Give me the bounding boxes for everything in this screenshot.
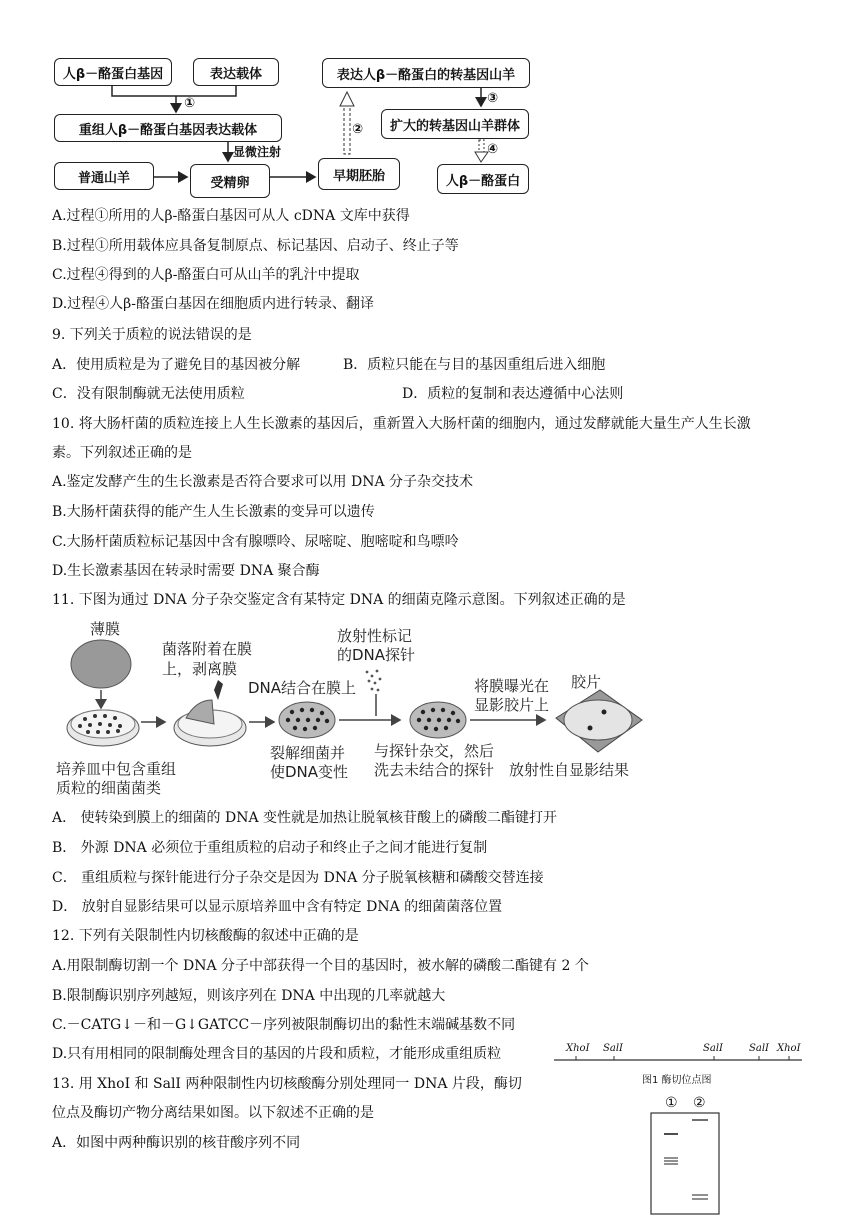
q11-option-d: D． 放射自显影结果可以显示原培养皿中含有特定 DNA 的细菌菌落位置: [52, 899, 503, 915]
q10-stem-2: 素。下列叙述正确的是: [52, 445, 192, 461]
gene-box: 人β－酪蛋白基因: [54, 58, 172, 86]
site-label-4: SalⅠ: [749, 1043, 769, 1054]
restriction-map-line: [554, 1052, 804, 1066]
fig-hyb-1: 与探针杂交，然后: [374, 742, 495, 760]
population-box: 扩大的转基因山羊群体: [381, 109, 529, 139]
transgenic-goat-box: 表达人β－酪蛋白的转基因山羊: [322, 58, 530, 88]
q8-option-d: D.过程④人β-酪蛋白基因在细胞质内进行转录、翻译: [52, 296, 374, 312]
site-label-2: SalⅠ: [603, 1043, 623, 1054]
fig-film: 胶片: [571, 673, 602, 691]
site-label-5: XhoⅠ: [777, 1043, 801, 1054]
q12-option-d: D.只有用相同的限制酶处理含目的基因的片段和质粒，才能形成重组质粒: [52, 1046, 502, 1062]
fig-probe-1: 放射性标记: [337, 627, 413, 645]
fig-attach-2: 上，剥离膜: [162, 660, 238, 678]
restriction-map-caption: 图1 酶切位点图: [642, 1075, 712, 1086]
q10-option-c: C.大肠杆菌质粒标记基因中含有腺嘌呤、尿嘧啶、胞嘧啶和鸟嘌呤: [52, 534, 459, 550]
protein-box: 人β－酪蛋白: [437, 164, 529, 194]
q13-option-a: A．如图中两种酶识别的核苷酸序列不同: [52, 1135, 301, 1151]
recombinant-box: 重组人β－酪蛋白基因表达载体: [54, 114, 282, 142]
q9-option-c: C．没有限制酶就无法使用质粒: [52, 386, 245, 402]
q9-option-b: B．质粒只能在与目的基因重组后进入细胞: [343, 357, 606, 373]
fig-lyse-1: 裂解细菌并: [270, 744, 346, 762]
q9-option-a: A．使用质粒是为了避免目的基因被分解: [52, 357, 301, 373]
fig-lyse-2: 使DNA变性: [270, 763, 349, 781]
q11-option-a: A． 使转染到膜上的细菌的 DNA 变性就是加热让脱氧核苷酸上的磷酸二酯键打开: [52, 810, 558, 826]
fertilized-egg-box: 受精卵: [190, 164, 270, 198]
fig-expose-2: 显影胶片上: [474, 696, 550, 714]
fig-dish-2: 质粒的细菌菌类: [56, 779, 162, 797]
microinjection-label: 显微注射: [233, 145, 282, 159]
site-label-3: SalⅠ: [703, 1043, 723, 1054]
q10-stem-1: 10. 将大肠杆菌的质粒连接上人生长激素的基因后，重新置入大肠杆菌的细胞内，通过发酵就能大量生产人生长激: [52, 416, 751, 432]
step4-label: ④: [487, 142, 499, 157]
step2-label: ②: [352, 122, 364, 137]
fig-result: 放射性自显影结果: [509, 761, 630, 779]
gel-drawing: [648, 1112, 722, 1216]
q10-option-d: D.生长激素基因在转录时需要 DNA 聚合酶: [52, 563, 320, 579]
q13-stem-1: 13. 用 XhoI 和 SalI 两种限制性内切核酸酶分别处理同一 DNA 片段，酶切: [52, 1076, 522, 1092]
fig-dish-1: 培养皿中包含重组: [56, 760, 177, 778]
q11-stem: 11. 下图为通过 DNA 分子杂交鉴定含有某特定 DNA 的细菌克隆示意图。下列叙述正确的是: [52, 592, 626, 608]
q9-option-d: D．质粒的复制和表达遵循中心法则: [402, 386, 624, 402]
fig-expose-1: 将膜曝光在: [474, 677, 550, 695]
fig-probe-2: 的DNA探针: [337, 646, 416, 664]
fig-bind: DNA结合在膜上: [248, 679, 357, 697]
q12-option-c: C.－CATG↓－和－G↓GATCC－序列被限制酶切出的黏性末端碱基数不同: [52, 1017, 516, 1033]
fig-membrane-label: 薄膜: [90, 620, 121, 638]
q11-option-c: C． 重组质粒与探针能进行分子杂交是因为 DNA 分子脱氧核糖和磷酸交替连接: [52, 870, 544, 886]
site-label-1: XhoⅠ: [566, 1043, 590, 1054]
q8-option-a: A.过程①所用的人β-酪蛋白基因可从人 cDNA 文库中获得: [52, 208, 410, 224]
fig-hyb-2: 洗去未结合的探针: [374, 761, 495, 779]
q12-option-b: B.限制酶识别序列越短，则该序列在 DNA 中出现的几率就越大: [52, 988, 446, 1004]
lane-2-label: ②: [693, 1095, 706, 1111]
lane-1-label: ①: [665, 1095, 678, 1111]
q10-option-a: A.鉴定发酵产生的生长激素是否符合要求可以用 DNA 分子杂交技术: [52, 474, 474, 490]
step3-label: ③: [487, 91, 499, 106]
embryo-box: 早期胚胎: [318, 158, 400, 190]
vector-box: 表达载体: [193, 58, 279, 86]
q8-option-b: B.过程①所用载体应具备复制原点、标记基因、启动子、终止子等: [52, 238, 459, 254]
q9-stem: 9. 下列关于质粒的说法错误的是: [52, 327, 252, 343]
goat-box: 普通山羊: [54, 162, 154, 190]
q12-stem: 12. 下列有关限制性内切核酸酶的叙述中正确的是: [52, 928, 359, 944]
q10-option-b: B.大肠杆菌获得的能产生人生长激素的变异可以遗传: [52, 504, 375, 520]
q12-option-a: A.用限制酶切割一个 DNA 分子中部获得一个目的基因时，被水解的磷酸二酯键有 2 个: [52, 958, 589, 974]
q13-stem-2: 位点及酶切产物分离结果如图。以下叙述不正确的是: [52, 1105, 374, 1121]
step1-label: ①: [184, 96, 196, 111]
fig-attach-1: 菌落附着在膜: [162, 640, 253, 658]
q8-option-c: C.过程④得到的人β-酪蛋白可从山羊的乳汁中提取: [52, 267, 360, 283]
q11-option-b: B． 外源 DNA 必须位于重组质粒的启动子和终止子之间才能进行复制: [52, 840, 488, 856]
